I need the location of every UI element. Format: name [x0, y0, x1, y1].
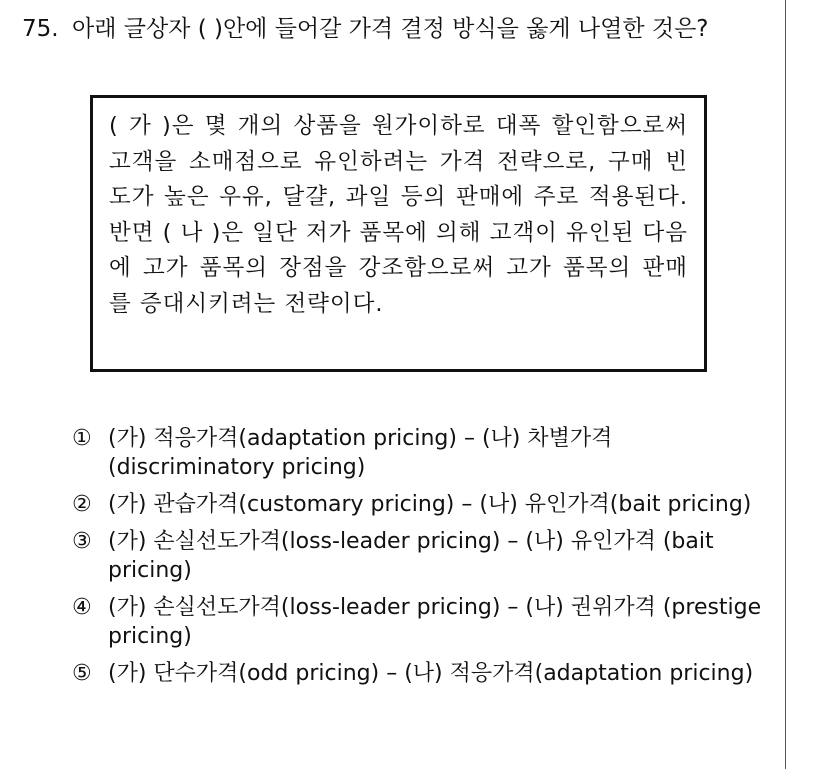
- choice-4-text: (가) 손실선도가격(loss-leader pricing) – (나) 권위가격 (prestige pricing): [108, 595, 762, 649]
- choice-3-number: ③: [72, 529, 92, 554]
- choice-4-number: ④: [72, 595, 92, 620]
- page-column-divider: [785, 0, 786, 769]
- choice-1-number: ①: [72, 426, 92, 451]
- choice-1[interactable]: [72, 424, 762, 482]
- answer-choices: [72, 424, 762, 696]
- choice-2-text: (가) 관습가격(customary pricing) – (나) 유인가격(bait pricing): [108, 492, 752, 517]
- choice-3-text: (가) 손실선도가격(loss-leader pricing) – (나) 유인가격 (bait pricing): [108, 529, 714, 583]
- choice-2[interactable]: [72, 490, 762, 519]
- choice-5[interactable]: [72, 659, 762, 688]
- choice-2-number: ②: [72, 492, 92, 517]
- passage-box: [90, 95, 707, 372]
- question-stem: [22, 14, 762, 44]
- passage-text: ( 가 )은 몇 개의 상품을 원가이하로 대폭 할인함으로써 고객을 소매점으로 유인하려는 가격 전략으로, 구매 빈도가 높은 우유, 달걀, 과일 등의 판매에 주로 적용된다. 반면 ( 나 )은 일단 저가 품목에 의해 고객이 유인된 다음에 고가 품목의 장점을 강조함으로써 고가 품목의 판매를 증대시키려는 전략이다.: [109, 113, 688, 317]
- choice-5-number: ⑤: [72, 661, 92, 686]
- choice-1-text: (가) 적응가격(adaptation pricing) – (나) 차별가격 (discriminatory pricing): [108, 426, 613, 480]
- choice-5-text: (가) 단수가격(odd pricing) – (나) 적응가격(adaptation pricing): [108, 661, 754, 686]
- choice-3[interactable]: [72, 527, 762, 585]
- question-text: 아래 글상자 ( )안에 들어갈 가격 결정 방식을 옳게 나열한 것은?: [72, 16, 709, 42]
- choice-4[interactable]: [72, 593, 762, 651]
- question-number: 75.: [22, 16, 59, 42]
